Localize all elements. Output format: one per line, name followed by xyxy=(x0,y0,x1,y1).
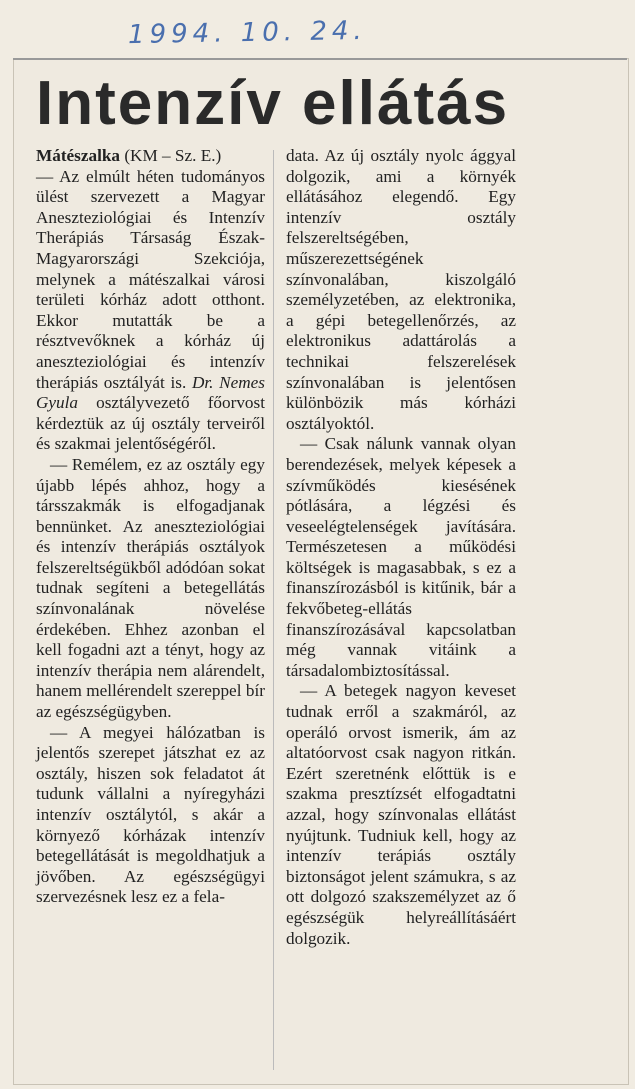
paragraph: data. Az új osztály nyolc ággyal dolgozik, ami a környék ellátásához elegendő. Egy intenzív osztály felszereltségében, műszerezettségének színvonalában, kiszolgáló személyzetében, az elektronika, a gépi betegellenőrzés, az elektronikus adattárolás a technikai felszerelések színvonalában is jelentősen különbözik más kórházi osztályoktól. xyxy=(286,146,516,433)
interviewee-name: Dr. Nemes Gyula xyxy=(36,372,265,413)
paragraph: — Csak nálunk vannak olyan berendezések, melyek képesek a szívműködés kiesésének pótlására, a légzési és veseelégtelenségek javítására. Természetesen a működési költségek is magasabbak, s ez a finanszírozásból is kitűnik, bár a fekvőbeteg-ellátás finanszírozásával kapcsolatban még vannak vitáink a társadalombiztosítással. xyxy=(286,434,516,680)
byline-place: Mátészalka xyxy=(36,146,121,165)
byline-source: (KM – Sz. E.) xyxy=(120,146,222,165)
paragraph: — A betegek nagyon keveset tudnak erről a szakmáról, az operáló orvost ismerik, ám az altatóorvost csak nagyon ritkán. Ezért szeretnénk előttük is e szakma presztízsét elfogadtatni azzal, hogy színvonalas ellátást nyújtunk. Tudniuk kell, hogy az intenzív terápiás osztály biztonságot jelent számukra, s az ott dolgozó szakszemélyzet az ő egészségük helyreállításáért dolgozik. xyxy=(286,681,516,948)
headline: Intenzív ellátás xyxy=(36,69,510,138)
top-rule xyxy=(13,58,627,60)
article-column-right xyxy=(286,146,516,949)
paragraph-text: osztályvezető főorvost kérdeztük az új osztály terveiről és szakmai jelentőségéről. xyxy=(36,393,265,454)
article-column-left xyxy=(36,146,265,908)
paragraph xyxy=(36,146,265,455)
column-divider xyxy=(273,150,274,1070)
paragraph-text: — Az elmúlt héten tudományos ülést szervezett a Magyar Aneszteziológiai és Intenzív Therápiás Társaság Észak-Magyarországi Szekciója, melynek a mátészalkai városi területi kórház adott otthont. Ekkor mutatták be a résztvevőknek a kórház új aneszteziológiai és intenzív therápiás osztályát is. xyxy=(36,166,265,392)
paragraph: — Remélem, ez az osztály egy újabb lépés ahhoz, hogy a társszakmák is elfogadjanak bennünket. Az aneszteziológiai és intenzív therápiás osztályok felszereltségükből adódóan sokat tudnak segíteni a betegellátás színvonalának növelése érdekében. Ehhez azonban el kell fogadni azt a tényt, hogy az intenzív therápia nem alárendelt, hanem mellérendelt szereppel bír az egészségügyben. xyxy=(36,454,265,722)
handwritten-date: 1994. 10. 24. xyxy=(127,15,367,51)
paragraph: — A megyei hálózatban is jelentős szerepet játszhat ez az osztály, hiszen sok feladatot át tudunk vállalni a nyíregyházi intenzív osztálytól, s akár a környező kórházak intenzív betegellátását is megoldhatjuk a jövőben. Az egészségügyi szervezésnek lesz ez a fela- xyxy=(36,722,265,907)
